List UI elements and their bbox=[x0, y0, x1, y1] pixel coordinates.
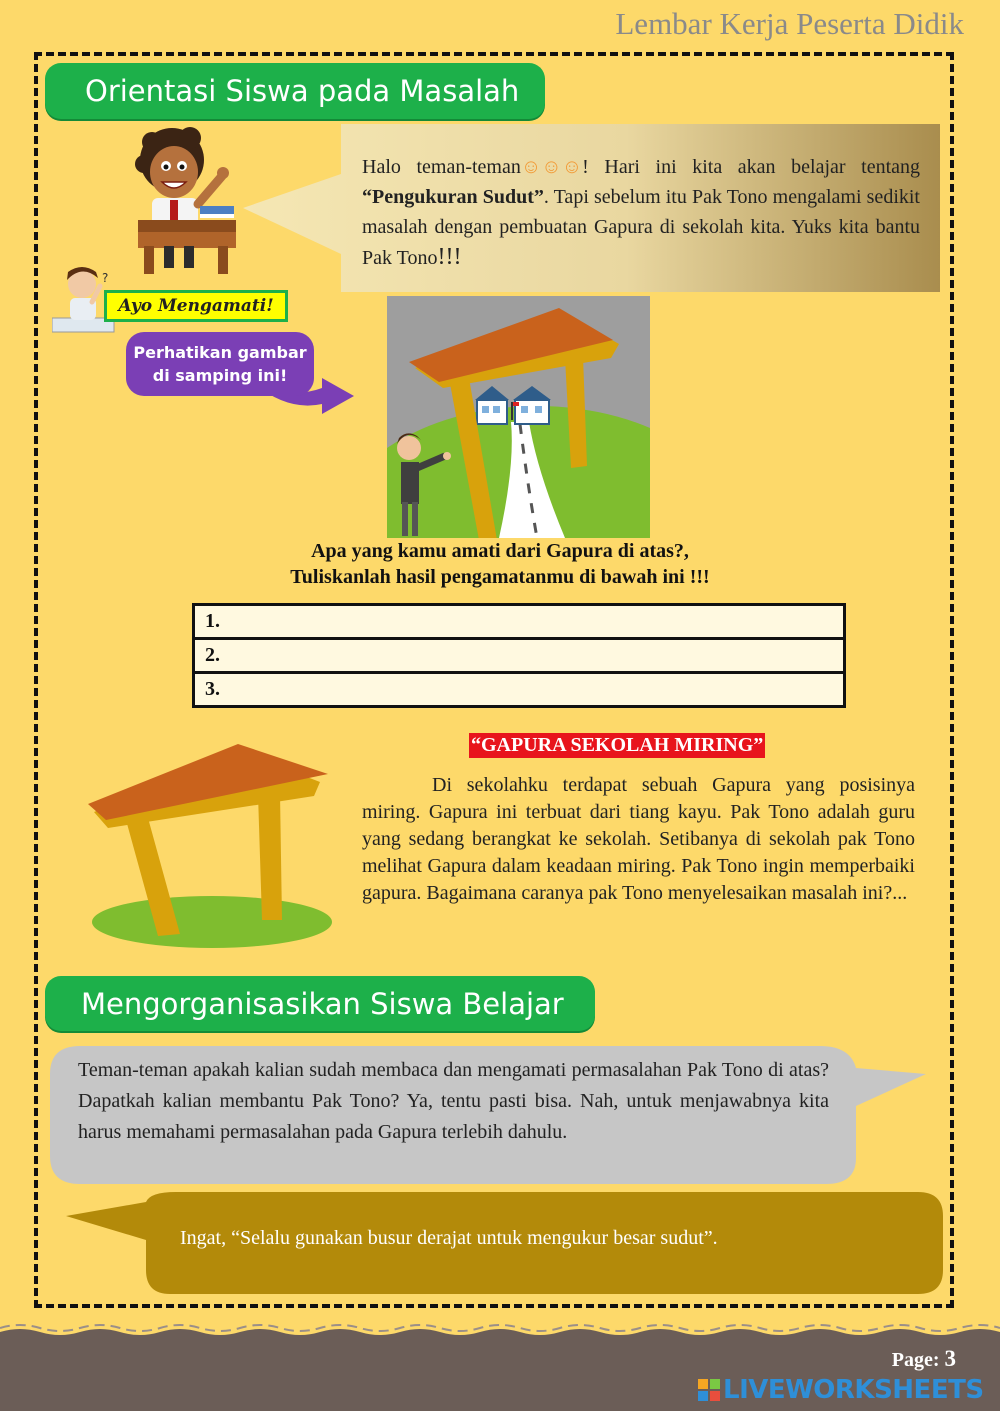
story-title: “GAPURA SEKOLAH MIRING” bbox=[471, 734, 764, 756]
observe-instruction-bubble bbox=[126, 332, 314, 396]
answer-row[interactable] bbox=[194, 639, 845, 673]
section-title: Orientasi Siswa pada Masalah bbox=[85, 74, 520, 108]
observe-line-2: di samping ini! bbox=[152, 366, 288, 385]
intro-exclaim: !!! bbox=[437, 244, 462, 270]
ayo-mengamati-label: Ayo Mengamati! bbox=[104, 290, 288, 322]
section-banner-organisasi bbox=[45, 976, 595, 1031]
intro-text-a: ! Hari ini kita akan belajar tentang bbox=[582, 156, 921, 178]
observe-line-1: Perhatikan gambar bbox=[133, 343, 307, 362]
answer-row[interactable] bbox=[194, 605, 845, 639]
intro-text-b: . Tapi sebelum itu Pak Tono mengalami sedikit masalah dengan pembuatan Gapura di sekolah kita. Yuks kita bantu Pak Tono bbox=[362, 186, 920, 269]
intro-topic: “Pengukuran Sudut” bbox=[362, 186, 544, 208]
page-number-value: 3 bbox=[944, 1346, 956, 1371]
answer-cell-1[interactable]: 1. bbox=[194, 605, 845, 639]
observation-answer-table bbox=[192, 603, 846, 708]
observation-question-line-1: Apa yang kamu amati dari Gapura di atas?, bbox=[311, 540, 689, 562]
intro-greeting: Halo teman-teman bbox=[362, 156, 521, 178]
organize-paragraph: Teman-teman apakah kalian sudah membaca dan mengamati permasalahan Pak Tono di atas? Dapatkah kalian membantu Pak Tono? Ya, tentu pasti bisa. Nah, untuk menjawabnya kita harus memahami permasalahan pada Gapura terlebih dahulu. bbox=[78, 1059, 829, 1143]
section-title: Mengorganisasikan Siswa Belajar bbox=[81, 986, 564, 1021]
svg-text:?: ? bbox=[102, 271, 109, 285]
page-number bbox=[892, 1346, 956, 1372]
liveworksheets-cubes-icon bbox=[698, 1379, 720, 1401]
worksheet-title: Lembar Kerja Peserta Didik bbox=[615, 6, 964, 41]
observation-question-line-2: Tuliskanlah hasil pengamatanmu di bawah ini !!! bbox=[290, 566, 710, 588]
tilted-gate-scene-image bbox=[387, 296, 650, 538]
intro-paragraph bbox=[362, 152, 920, 273]
reminder-text: Ingat, “Selalu gunakan busur derajat untuk mengukur besar sudut”. bbox=[180, 1227, 718, 1249]
liveworksheets-brand: LIVEWORKSHEETS bbox=[723, 1375, 984, 1405]
story-paragraph: Di sekolahku terdapat sebuah Gapura yang posisinya miring. Gapura ini terbuat dari tiang kayu. Pak Tono adalah guru yang sedang berangkat ke sekolah. Setibanya di sekolah pak Tono melihat Gapura dalam keadaan miring. Pak Tono ingin memperbaiki gapura. Bagaimana caranya pak Tono menyelesaikan masalah ini?... bbox=[362, 774, 915, 904]
page-label: Page: bbox=[891, 1349, 940, 1371]
tilted-gate-illustration bbox=[88, 742, 338, 948]
liveworksheets-logo[interactable] bbox=[698, 1375, 984, 1405]
answer-cell-3[interactable]: 3. bbox=[194, 673, 845, 707]
section-banner-orientasi bbox=[45, 63, 545, 119]
answer-row[interactable] bbox=[194, 673, 845, 707]
student-at-desk-illustration bbox=[130, 120, 240, 276]
smiley-icons: ☺☺☺ bbox=[520, 156, 583, 178]
answer-cell-2[interactable]: 2. bbox=[194, 639, 845, 673]
